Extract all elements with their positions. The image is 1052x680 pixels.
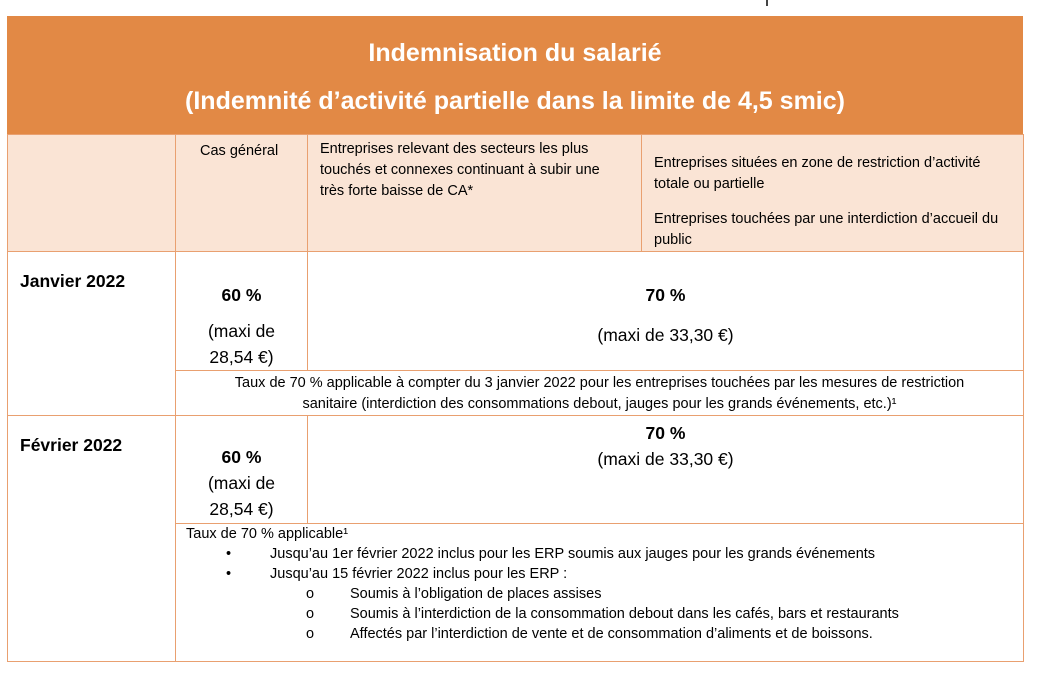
list-item xyxy=(186,604,1023,624)
rates-table xyxy=(7,134,1024,662)
list-item xyxy=(186,544,1023,564)
janvier-special-max: (maxi de 33,30 €) xyxy=(597,325,734,345)
fevrier-note xyxy=(176,524,1024,662)
bullet-text: Jusqu’au 1er février 2022 inclus pour les ERP soumis aux jauges pour les grands événements xyxy=(270,546,876,562)
indemnisation-table xyxy=(7,16,1023,662)
janvier-general-rate: 60 % xyxy=(221,285,262,305)
table-title: Indemnisation du salarié xyxy=(368,39,662,67)
column-header-row xyxy=(8,135,1024,252)
janvier-note xyxy=(176,371,1024,416)
janvier-special-rate: 70 % xyxy=(645,285,686,305)
header-cas-general-text: Cas général xyxy=(200,143,279,159)
header-empty-cell xyxy=(8,135,176,252)
bullet-dot-icon: • xyxy=(226,546,232,562)
fevrier-general-cell xyxy=(176,416,308,524)
table-subtitle: (Indemnité d’activité partielle dans la limite de 4,5 smic) xyxy=(185,87,845,115)
list-item xyxy=(186,584,1023,604)
janvier-note-text: Taux de 70 % applicable à compter du 3 janvier 2022 pour les entreprises touchées par les mesures de restriction sanitaire (interdiction des consommations debout, jauges pour les grands événements, etc.)¹ xyxy=(234,375,965,412)
janvier-row xyxy=(8,252,1024,371)
fevrier-note-intro: Taux de 70 % applicable¹ xyxy=(186,526,349,542)
header-cas-general xyxy=(176,135,308,252)
fevrier-special-cell xyxy=(308,416,1024,524)
bullet-circle-icon: o xyxy=(306,626,315,642)
list-item xyxy=(186,564,1023,584)
sub-bullet-text: Soumis à l’interdiction de la consommation debout dans les cafés, bars et restaurants xyxy=(350,606,899,622)
bullet-text: Jusqu’au 15 février 2022 inclus pour les ERP : xyxy=(270,566,568,582)
sub-bullet-text: Affectés par l’interdiction de vente et de consommation d’aliments et de boissons. xyxy=(350,626,873,642)
janvier-general-cell xyxy=(176,252,308,371)
janvier-general-max: (maxi de 28,54 €) xyxy=(207,321,276,367)
janvier-label-cell xyxy=(8,252,176,416)
header-zones xyxy=(642,135,1024,252)
header-zone-text: Entreprises situées en zone de restriction d’activité totale ou partielle xyxy=(654,155,981,192)
table-header xyxy=(7,16,1023,134)
fevrier-special-max: (maxi de 33,30 €) xyxy=(597,449,734,469)
fevrier-label-cell xyxy=(8,416,176,662)
janvier-label: Janvier 2022 xyxy=(20,271,126,291)
fevrier-label: Février 2022 xyxy=(20,435,123,455)
fevrier-row xyxy=(8,416,1024,524)
bullet-circle-icon: o xyxy=(306,606,315,622)
fevrier-bullet-list xyxy=(186,544,1023,584)
bullet-circle-icon: o xyxy=(306,586,315,602)
bullet-dot-icon: • xyxy=(226,566,232,582)
janvier-special-cell xyxy=(308,252,1024,371)
fevrier-general-rate: 60 % xyxy=(221,447,262,467)
fevrier-special-rate: 70 % xyxy=(645,423,686,443)
header-interdiction-text: Entreprises touchées par une interdiction d’accueil du public xyxy=(654,211,999,248)
fevrier-sub-bullet-list xyxy=(186,584,1023,644)
page-edge-mark xyxy=(766,0,768,6)
sub-bullet-text: Soumis à l’obligation de places assises xyxy=(350,586,602,602)
header-secteurs-text: Entreprises relevant des secteurs les plus touchés et connexes continuant à subir une très forte baisse de CA* xyxy=(320,141,600,199)
list-item xyxy=(186,624,1023,644)
fevrier-general-max: (maxi de 28,54 €) xyxy=(207,473,276,519)
header-secteurs xyxy=(308,135,642,252)
